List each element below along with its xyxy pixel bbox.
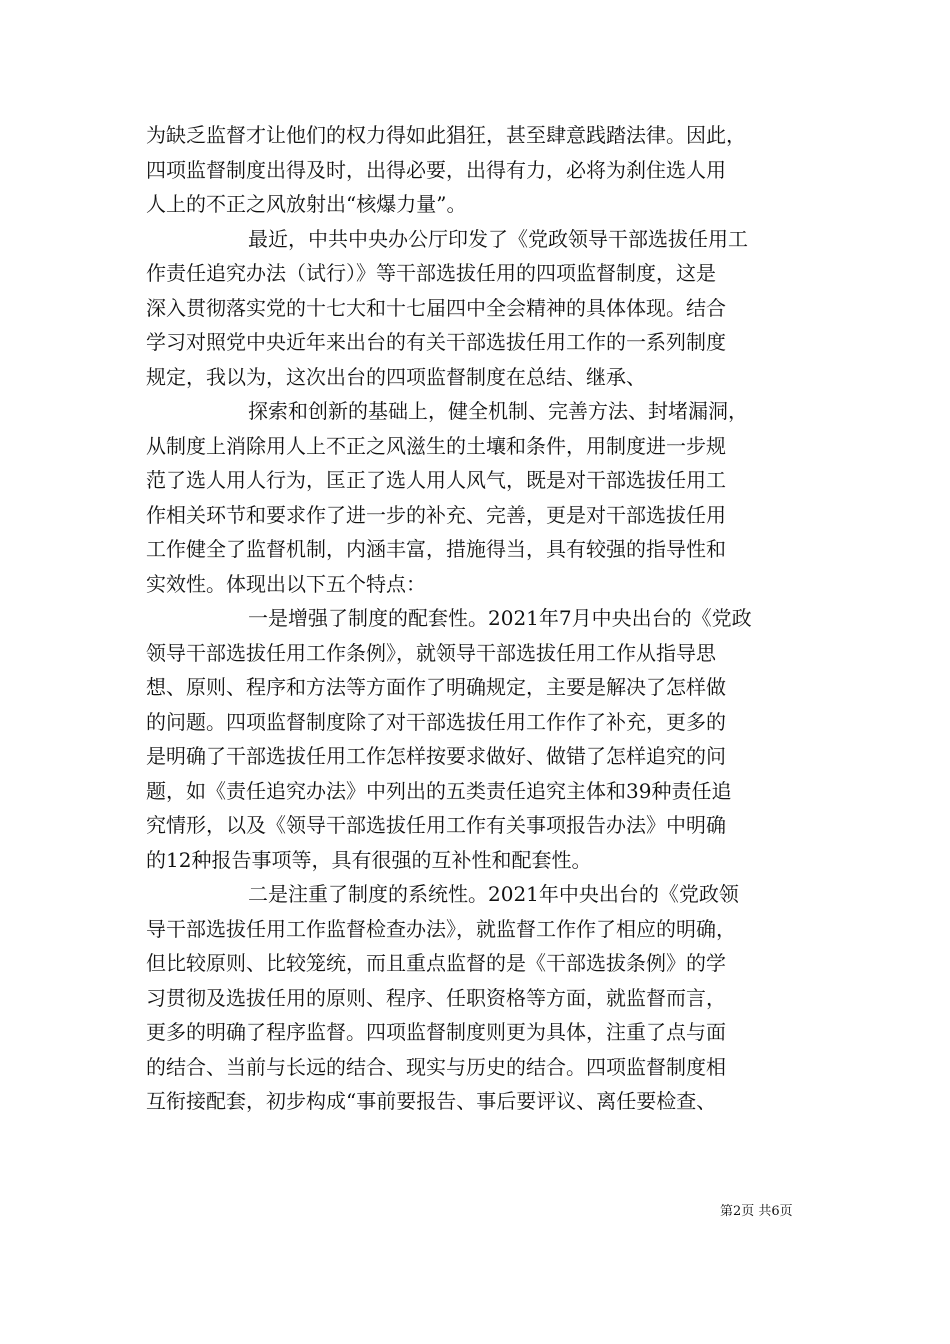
text-line: 领导干部选拔任用工作条例》，就领导干部选拔任用工作从指导思: [146, 640, 716, 665]
text-line: 一是增强了制度的配套性。2021年7月中央出台的《党政: [248, 606, 752, 630]
text-line: 规定，我以为，这次出台的四项监督制度在总结、继承、: [146, 364, 646, 389]
text-line: 题，如《责任追究办法》中列出的五类责任追究主体和39种责任追: [146, 778, 732, 803]
text-line: 但比较原则、比较笼统，而且重点监督的是《干部选拔条例》的学: [146, 951, 726, 975]
text-line: 二是注重了制度的系统性。2021年中央出台的《党政领: [248, 882, 739, 906]
text-line: 是明确了干部选拔任用工作怎样按要求做好、做错了怎样追究的问: [146, 744, 726, 768]
text-line: 的问题。四项监督制度除了对干部选拔任用工作作了补充，更多的: [146, 709, 726, 734]
text-line: 工作健全了监督机制，内涵丰富，措施得当，具有较强的指导性和: [146, 537, 726, 561]
text-line: 更多的明确了程序监督。四项监督制度则更为具体，注重了点与面: [146, 1020, 726, 1044]
text-line: 从制度上消除用人上不正之风滋生的土壤和条件，用制度进一步规: [146, 433, 726, 458]
text-line: 习贯彻及选拔任用的原则、程序、任职资格等方面，就监督而言，: [146, 985, 726, 1010]
text-line: 四项监督制度出得及时，出得必要，出得有力，必将为刹住选人用: [146, 157, 726, 182]
text-line: 最近，中共中央办公厅印发了《党政领导干部选拔任用工: [248, 226, 748, 251]
text-line: 导干部选拔任用工作监督检查办法》，就监督工作作了相应的明确，: [146, 916, 736, 941]
document-body: [146, 118, 811, 1119]
text-line: 学习对照党中央近年来出台的有关干部选拔任用工作的一系列制度: [146, 330, 726, 354]
text-line: 互衔接配套，初步构成“事前要报告、事后要评议、离任要检查、: [146, 1089, 717, 1113]
text-line: 的12种报告事项等，具有很强的互补性和配套性。: [146, 847, 592, 872]
text-line: 人上的不正之风放射出“核爆力量”。: [146, 192, 467, 216]
text-line: 作责任追究办法（试行）》等干部选拔任用的四项监督制度，这是: [146, 261, 716, 285]
text-line: 的结合、当前与长远的结合、现实与历史的结合。四项监督制度相: [146, 1054, 726, 1079]
text-line: 实效性。体现出以下五个特点：: [146, 571, 426, 596]
text-line: 探索和创新的基础上，健全机制、完善方法、封堵漏洞，: [248, 399, 748, 423]
text-line: 为缺乏监督才让他们的权力得如此猖狂，甚至肆意践踏法律。因此，: [146, 123, 746, 147]
text-line: 想、原则、程序和方法等方面作了明确规定，主要是解决了怎样做: [146, 675, 726, 699]
page-number: 第2页 共6页: [720, 1204, 793, 1219]
text-line: 究情形，以及《领导干部选拔任用工作有关事项报告办法》中明确: [146, 813, 726, 837]
text-line: 作相关环节和要求作了进一步的补充、完善，更是对干部选拔任用: [146, 502, 726, 527]
text-line: 深入贯彻落实党的十七大和十七届四中全会精神的具体体现。结合: [146, 295, 726, 320]
text-line: 范了选人用人行为，匡正了选人用人风气，既是对干部选拔任用工: [146, 468, 726, 492]
